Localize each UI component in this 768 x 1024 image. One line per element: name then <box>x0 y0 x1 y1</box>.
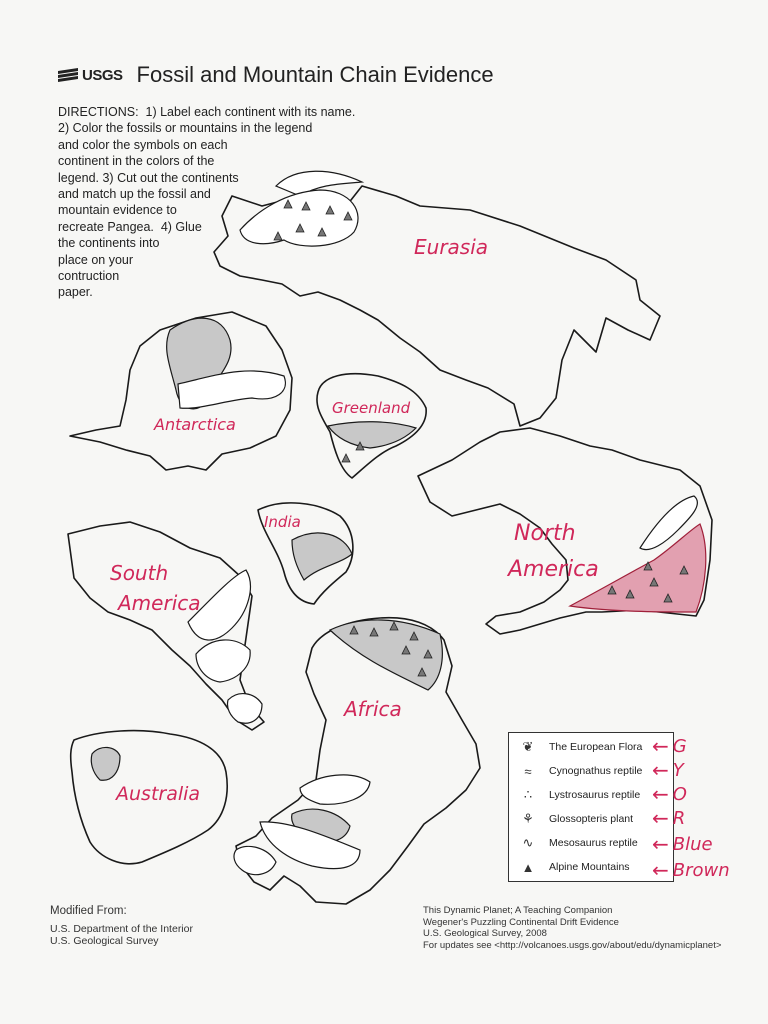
color-note-text: Y <box>672 759 684 781</box>
color-note-lystrosaurus <box>652 782 687 806</box>
label-south-america-line2: America <box>118 591 201 615</box>
africa-continent <box>234 618 480 904</box>
label-australia: Australia <box>116 783 201 805</box>
label-greenland: Greenland <box>332 399 411 417</box>
arrow-left-icon: ← <box>652 734 669 758</box>
label-north-america-line1: North <box>514 521 576 546</box>
color-note-text: Brown <box>672 859 730 881</box>
color-note-cynognathus <box>652 758 684 782</box>
mesosaurus-icon: ∿ <box>522 835 534 850</box>
arrow-left-icon: ← <box>652 758 669 782</box>
credit-line: U.S. Department of the Interior <box>50 923 193 935</box>
legend-row-european-flora <box>515 735 675 759</box>
legend-label: Mesosaurus reptile <box>549 837 638 849</box>
directions-text: DIRECTIONS: 1) Label each continent with its name. 2) Color the fossils or mountains in the legend and color the symbols on each continent in the colors of the legend. 3) Cut out the continents and match up the fossil and mountain evidence to recreate Pangea. 4) Glue the continents into place on your contruction paper. <box>58 105 356 300</box>
color-note-text: R <box>672 807 686 829</box>
legend-label: Lystrosaurus reptile <box>549 789 641 801</box>
color-note-european-flora <box>652 734 687 758</box>
modified-from-label: Modified From: <box>50 905 127 917</box>
legend-box <box>508 732 674 882</box>
color-note-text: Blue <box>672 833 713 855</box>
source-url-line: For updates see <http://volcanoes.usgs.gov/about/edu/dynamicplanet> <box>423 939 722 951</box>
label-north-america-line2: America <box>508 557 599 582</box>
legend-row-cynognathus <box>515 759 675 783</box>
european-flora-icon: ❦ <box>522 739 534 754</box>
cynognathus-icon: ≈ <box>524 763 532 779</box>
color-note-text: G <box>672 735 687 757</box>
legend-row-glossopteris <box>515 807 675 831</box>
label-antarctica: Antarctica <box>154 415 236 434</box>
arrow-left-icon: ← <box>652 858 669 882</box>
label-eurasia: Eurasia <box>414 235 489 259</box>
credit-line: U.S. Geological Survey <box>50 935 159 947</box>
color-note-glossopteris <box>652 806 685 830</box>
legend-row-alpine-mountains <box>515 855 675 879</box>
legend-label: The European Flora <box>549 741 643 753</box>
color-note-text: O <box>672 783 687 805</box>
legend-label: Glossopteris plant <box>549 813 634 825</box>
arrow-left-icon: ← <box>652 782 669 806</box>
source-line: U.S. Geological Survey, 2008 <box>423 928 547 939</box>
footer-credit-left <box>50 905 193 947</box>
legend-row-lystrosaurus <box>515 783 675 807</box>
greenland-continent <box>317 374 426 478</box>
legend-label: Cynognathus reptile <box>549 765 643 777</box>
glossopteris-icon: ⚘ <box>522 811 534 826</box>
mountain-icon: ▲ <box>521 859 535 875</box>
legend-row-mesosaurus <box>515 831 675 855</box>
label-india: India <box>264 513 301 531</box>
antarctica-continent <box>70 312 292 470</box>
source-line: This Dynamic Planet; A Teaching Companion <box>423 905 613 916</box>
label-africa: Africa <box>344 697 402 721</box>
lystrosaurus-icon: ∴ <box>523 787 533 802</box>
arrow-left-icon: ← <box>652 806 669 830</box>
legend-label: Alpine Mountains <box>549 861 630 873</box>
south-america-continent <box>68 522 264 730</box>
label-south-america-line1: South <box>110 561 169 585</box>
color-note-alpine-mountains <box>652 858 730 882</box>
source-line: Wegener's Puzzling Continental Drift Evidence <box>423 916 619 928</box>
arrow-left-icon: ← <box>652 832 669 856</box>
footer-credit-right <box>423 905 721 951</box>
page-title: Fossil and Mountain Chain Evidence <box>136 62 494 87</box>
logo-text: USGS <box>82 66 123 84</box>
color-note-mesosaurus <box>652 832 713 856</box>
